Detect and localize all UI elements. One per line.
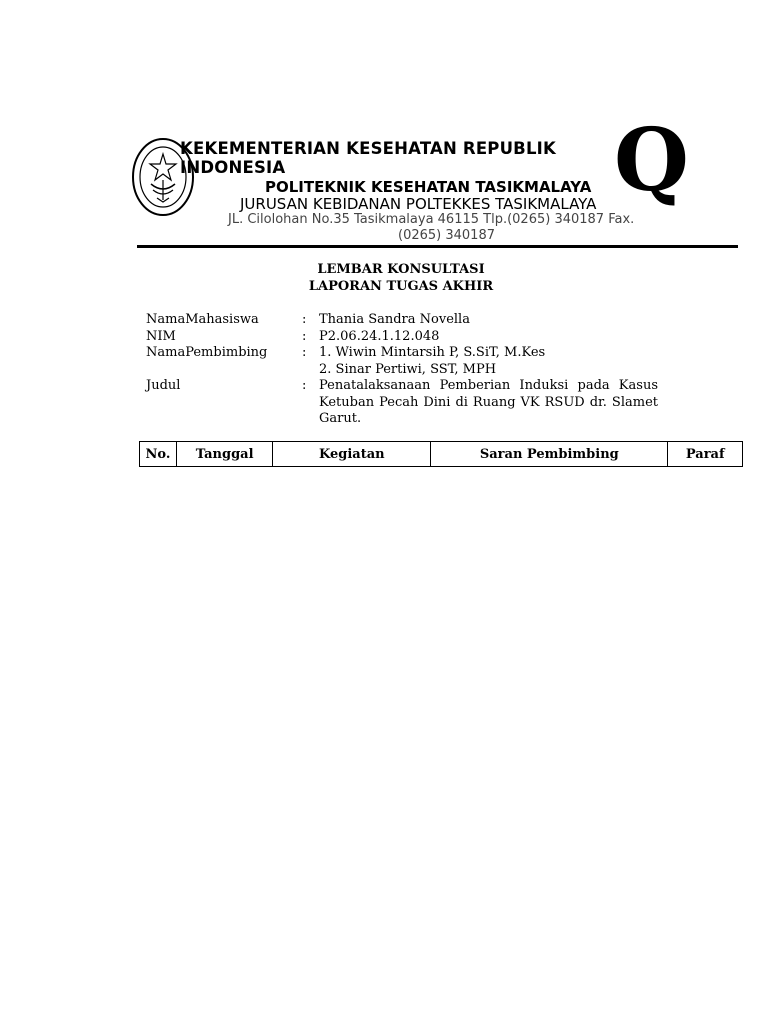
col-no: No.	[140, 442, 177, 467]
pembimbing-colon: :	[302, 345, 307, 360]
col-paraf: Paraf	[668, 442, 743, 467]
address-line1: JL. Cilolohan No.35 Tasikmalaya 46115 Tlp.(0265) 340187 Fax.	[228, 212, 635, 227]
pembimbing-2: 2. Sinar Pertiwi, SST, MPH	[319, 362, 497, 377]
col-saran-pembimbing: Saran Pembimbing	[431, 442, 668, 467]
table-header-row	[140, 442, 743, 467]
department-name: JURUSAN KEBIDANAN POLTEKKES TASIKMALAYA	[240, 195, 597, 213]
nama-colon: :	[302, 312, 307, 327]
nim-label: NIM	[146, 329, 176, 344]
col-kegiatan: Kegiatan	[273, 442, 431, 467]
document-subtitle: LAPORAN TUGAS AKHIR	[308, 279, 494, 294]
judul-value	[319, 378, 658, 428]
judul-line2: Ketuban Pecah Dini di Ruang VK RSUD dr. Slamet	[319, 394, 658, 410]
ministry-name-line2: INDONESIA	[180, 158, 286, 177]
judul-label: Judul	[146, 378, 181, 393]
address-line2: (0265) 340187	[398, 228, 495, 243]
institution-name: POLITEKNIK KESEHATAN TASIKMALAYA	[265, 178, 592, 196]
judul-colon: :	[302, 378, 307, 393]
header-divider	[137, 245, 738, 248]
q-letter: Q	[614, 110, 689, 211]
pembimbing-label: NamaPembimbing	[146, 345, 268, 360]
judul-line1: Penatalaksanaan Pemberian Induksi pada Kasus	[319, 378, 658, 393]
nama-value: Thania Sandra Novella	[319, 312, 470, 327]
nim-colon: :	[302, 329, 307, 344]
judul-line3: Garut.	[319, 411, 362, 426]
pembimbing-1: 1. Wiwin Mintarsih P, S.SiT, M.Kes	[319, 345, 546, 360]
ministry-name-line1: KEKEMENTERIAN KESEHATAN REPUBLIK	[180, 139, 556, 158]
document-title: LEMBAR KONSULTASI	[317, 262, 485, 277]
nama-label: NamaMahasiswa	[146, 312, 259, 327]
nim-value: P2.06.24.1.12.048	[319, 329, 440, 344]
col-tanggal: Tanggal	[176, 442, 273, 467]
consultation-table	[139, 441, 743, 467]
quality-q-icon	[614, 110, 689, 216]
